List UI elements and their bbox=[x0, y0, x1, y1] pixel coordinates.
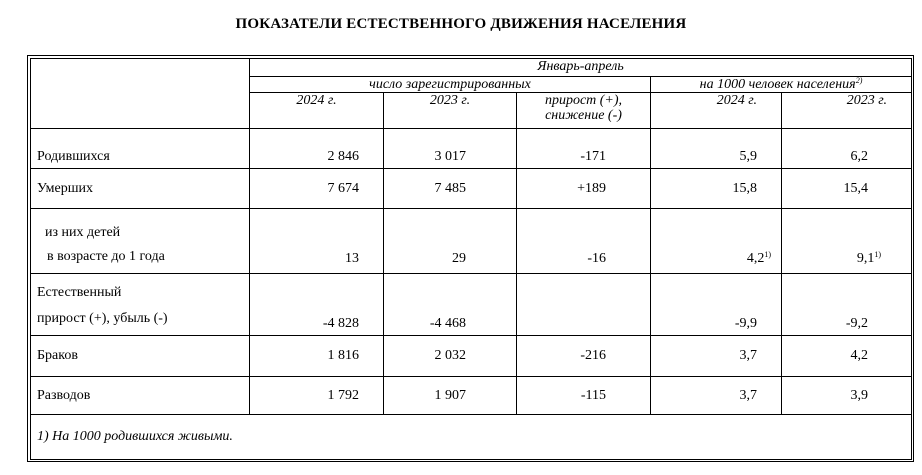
infant-change: -16 bbox=[517, 209, 651, 274]
infant-rate-2024-value: 4,2 bbox=[746, 251, 765, 266]
change-header-line1: прирост (+), bbox=[544, 93, 623, 108]
deaths-change: +189 bbox=[517, 169, 651, 209]
page-title: ПОКАЗАТЕЛИ ЕСТЕСТВЕННОГО ДВИЖЕНИЯ НАСЕЛЕНИЯ bbox=[235, 16, 687, 32]
row-label-marriages: Браков bbox=[31, 336, 250, 377]
natural-rate-2024: -9,9 bbox=[651, 274, 782, 336]
infant-2023: 29 bbox=[384, 209, 517, 274]
births-rate-2023: 6,2 bbox=[782, 129, 912, 169]
natural-rate-2023: -9,2 bbox=[782, 274, 912, 336]
per-1000-note: 2) bbox=[855, 76, 863, 85]
infant-2024: 13 bbox=[250, 209, 384, 274]
divorces-change: -115 bbox=[517, 377, 651, 415]
natural-change bbox=[517, 274, 651, 336]
deaths-2023: 7 485 bbox=[384, 169, 517, 209]
divorces-2024: 1 792 bbox=[250, 377, 384, 415]
infant-rate-2024-note: 1) bbox=[764, 250, 771, 259]
divorces-rate-2023: 3,9 bbox=[782, 377, 912, 415]
per-1000-text: на 1000 человек населения bbox=[699, 77, 856, 92]
marriages-rate-2024: 3,7 bbox=[651, 336, 782, 377]
deaths-rate-2023: 15,4 bbox=[782, 169, 912, 209]
natural-2023: -4 468 bbox=[384, 274, 517, 336]
rate-2024-header: 2024 г. bbox=[651, 93, 782, 129]
deaths-2024: 7 674 bbox=[250, 169, 384, 209]
header-corner-cell bbox=[31, 59, 250, 129]
row-label-births: Родившихся bbox=[31, 129, 250, 169]
table-row bbox=[31, 377, 912, 415]
table-row bbox=[31, 336, 912, 377]
footnote-row bbox=[31, 415, 912, 460]
deaths-rate-2024: 15,8 bbox=[651, 169, 782, 209]
table-row bbox=[31, 129, 912, 169]
infant-rate-2024 bbox=[651, 209, 782, 274]
header-row-period bbox=[31, 59, 912, 77]
table-row bbox=[31, 274, 912, 336]
births-change: -171 bbox=[517, 129, 651, 169]
change-header-line2: снижение (-) bbox=[545, 108, 622, 123]
births-2023: 3 017 bbox=[384, 129, 517, 169]
natural-label-line1: Естественный bbox=[37, 285, 122, 300]
col-2024-header: 2024 г. bbox=[250, 93, 384, 129]
marriages-2023: 2 032 bbox=[384, 336, 517, 377]
infant-label-line2: в возрасте до 1 года bbox=[47, 249, 165, 264]
col-2023-header: 2023 г. bbox=[384, 93, 517, 129]
births-2024: 2 846 bbox=[250, 129, 384, 169]
population-table bbox=[30, 58, 912, 460]
registered-header: число зарегистрированных bbox=[250, 77, 651, 93]
divorces-rate-2024: 3,7 bbox=[651, 377, 782, 415]
infant-rate-2023 bbox=[782, 209, 912, 274]
row-label-divorces: Разводов bbox=[31, 377, 250, 415]
period-header: Январь-апрель bbox=[250, 59, 912, 77]
table-row bbox=[31, 209, 912, 274]
footnote: 1) На 1000 родившихся живыми. bbox=[31, 415, 912, 460]
row-label-natural bbox=[31, 274, 250, 336]
infant-rate-2023-value: 9,1 bbox=[856, 251, 875, 266]
divorces-2023: 1 907 bbox=[384, 377, 517, 415]
per-1000-header bbox=[651, 77, 912, 93]
marriages-change: -216 bbox=[517, 336, 651, 377]
natural-2024: -4 828 bbox=[250, 274, 384, 336]
infant-rate-2023-note: 1) bbox=[874, 250, 882, 259]
rate-2023-header: 2023 г. bbox=[782, 93, 912, 129]
table-row bbox=[31, 169, 912, 209]
marriages-rate-2023: 4,2 bbox=[782, 336, 912, 377]
births-rate-2024: 5,9 bbox=[651, 129, 782, 169]
change-header bbox=[517, 93, 651, 129]
infant-label-line1: из них детей bbox=[45, 225, 121, 240]
row-label-deaths: Умерших bbox=[31, 169, 250, 209]
row-label-infant bbox=[31, 209, 250, 274]
marriages-2024: 1 816 bbox=[250, 336, 384, 377]
natural-label-line2: прирост (+), убыль (-) bbox=[37, 311, 168, 326]
